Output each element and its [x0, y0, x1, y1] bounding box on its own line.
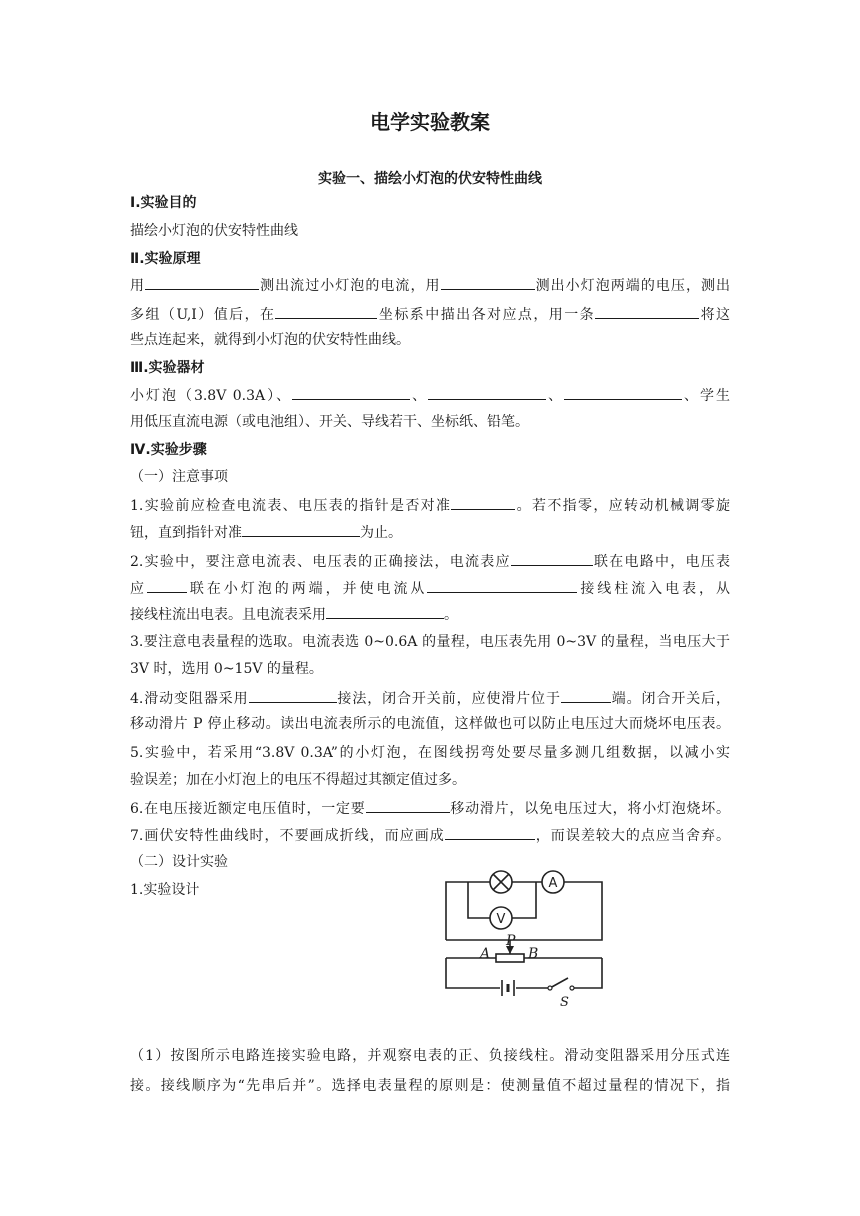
switch-lever: [550, 978, 568, 988]
text-span: 、: [546, 388, 565, 404]
fill-blank[interactable]: [366, 798, 450, 813]
note-7: [130, 825, 730, 846]
text-span: 测出小灯泡两端的电压，测出: [534, 278, 731, 294]
wire: [512, 882, 536, 918]
fill-blank[interactable]: [428, 385, 546, 400]
fill-blank[interactable]: [441, 275, 535, 290]
fill-blank[interactable]: [445, 825, 535, 840]
fill-blank[interactable]: [561, 688, 611, 703]
fill-blank[interactable]: [275, 304, 377, 319]
text-span: 测出流过小灯泡的电流，用: [259, 278, 441, 294]
design-step-1-line-2: 接。接线顺序为“先串后并”。选择电表量程的原则是：使测量值不超过量程的情况下，指: [130, 1078, 730, 1094]
text-span: 1.实验前应检查电流表、电压表的指针是否对准: [130, 498, 452, 514]
principle-line-2: [130, 304, 730, 325]
note-3-line-1: 3.要注意电表量程的选取。电流表选 0~0.6A 的量程，电压表先用 0~3V 的量程，当电压大于: [130, 634, 730, 650]
note-1-line-2: [130, 522, 730, 543]
design-step-1-line-1: （1）按图所示电路连接实验电路，并观察电表的正、负接线柱。滑动变阻器采用分压式连: [130, 1048, 730, 1064]
note-4-line-1: [130, 688, 730, 709]
text-span: 移动滑片，以免电压过大，将小灯泡烧坏。: [449, 801, 731, 817]
note-2-line-2: [130, 578, 730, 599]
text-span: 接线柱流出电表。且电流表采用: [130, 607, 326, 623]
text-span: 钮，直到指针对准: [130, 525, 242, 541]
switch-contact: [548, 986, 552, 990]
note-4-line-2: 移动滑片 P 停止移动。读出电流表所示的电流值，这样做也可以防止电压过大而烧坏电压表。: [130, 716, 730, 732]
fill-blank[interactable]: [326, 604, 444, 619]
principle-line-1: [130, 275, 730, 296]
text-span: 、学生: [682, 388, 731, 404]
note-5-line-2: 验误差；加在小灯泡上的电压不得超过其额定值过多。: [130, 772, 466, 788]
fill-blank[interactable]: [145, 275, 259, 290]
fill-blank[interactable]: [511, 551, 593, 566]
ammeter-label: A: [548, 876, 558, 891]
rheostat-end-b-label: B: [528, 946, 539, 962]
subsection-notes: （一）注意事项: [130, 469, 228, 485]
wire: [446, 958, 500, 988]
wire: [468, 882, 490, 918]
section-heading-equipment: Ⅲ.实验器材: [130, 360, 205, 376]
text-span: 端。闭合开关后，: [610, 691, 731, 707]
text-span: 多组（U,I）值后，在: [130, 307, 276, 323]
text-span: 4.滑动变阻器采用: [130, 691, 249, 707]
note-1-line-1: [130, 495, 730, 516]
text-span: 6.在电压接近额定电压值时，一定要: [130, 801, 366, 817]
purpose-text: 描绘小灯泡的伏安特性曲线: [130, 223, 298, 239]
text-span: 将这: [699, 307, 731, 323]
fill-blank[interactable]: [249, 688, 337, 703]
switch-contact: [570, 986, 574, 990]
fill-blank[interactable]: [292, 385, 410, 400]
text-span: 应: [130, 581, 147, 597]
note-2-line-1: [130, 551, 730, 572]
text-span: 联在电路中，电压表: [592, 554, 731, 570]
text-span: 7.画伏安特性曲线时，不要画成折线，而应画成: [130, 828, 445, 844]
page-title: 电学实验教案: [370, 110, 490, 134]
text-span: 。: [444, 607, 458, 623]
section-heading-procedure: Ⅳ.实验步骤: [130, 442, 207, 458]
text-span: 联在小灯泡的两端，并使电流从: [186, 581, 428, 597]
text-span: 为止。: [360, 525, 402, 541]
text-span: 、: [410, 388, 429, 404]
wire: [446, 882, 602, 940]
fill-blank[interactable]: [564, 385, 682, 400]
text-span: 2.实验中，要注意电流表、电压表的正确接法，电流表应: [130, 554, 511, 570]
rheostat-end-a-label: A: [480, 946, 491, 962]
principle-line-3: 些点连起来，就得到小灯泡的伏安特性曲线。: [130, 332, 410, 348]
fill-blank[interactable]: [595, 304, 699, 319]
subsection-design: （二）设计实验: [130, 854, 228, 870]
text-span: ，而误差较大的点应当舍弃。: [534, 828, 731, 844]
fill-blank[interactable]: [242, 522, 360, 537]
slider-label: P: [506, 933, 516, 949]
equipment-line-2: 用低压直流电源（或电池组）、开关、导线若干、坐标纸、铅笔。: [130, 414, 529, 430]
text-span: 坐标系中描出各对应点，用一条: [377, 307, 596, 323]
design-heading: 1.实验设计: [130, 882, 200, 898]
fill-blank[interactable]: [147, 578, 187, 593]
text-span: 用: [130, 278, 146, 294]
fill-blank[interactable]: [427, 578, 577, 593]
note-3-line-2: 3V 时，选用 0~15V 的量程。: [130, 661, 323, 677]
text-span: 接法，闭合开关前，应使滑片位于: [336, 691, 561, 707]
text-span: 。若不指零，应转动机械调零旋: [515, 498, 730, 514]
fill-blank[interactable]: [451, 495, 515, 510]
experiment-title: 实验一、描绘小灯泡的伏安特性曲线: [318, 171, 542, 187]
switch-label: S: [560, 995, 569, 1008]
note-5-line-1: 5.实验中，若采用“3.8V 0.3A”的小灯泡，在图线拐弯处要尽量多测几组数据，以减小实: [130, 745, 730, 761]
wire: [572, 958, 602, 988]
rheostat: [496, 954, 524, 962]
text-span: 小灯泡（3.8V 0.3A）、: [130, 388, 293, 404]
section-heading-principle: Ⅱ.实验原理: [130, 251, 201, 267]
voltmeter-label: V: [496, 912, 506, 927]
note-2-line-3: [130, 604, 730, 625]
note-6: [130, 798, 730, 819]
section-heading-purpose: Ⅰ.实验目的: [130, 195, 197, 211]
circuit-diagram: [432, 868, 608, 1008]
equipment-line-1: [130, 385, 730, 406]
text-span: 接线柱流入电表，从: [577, 581, 731, 597]
